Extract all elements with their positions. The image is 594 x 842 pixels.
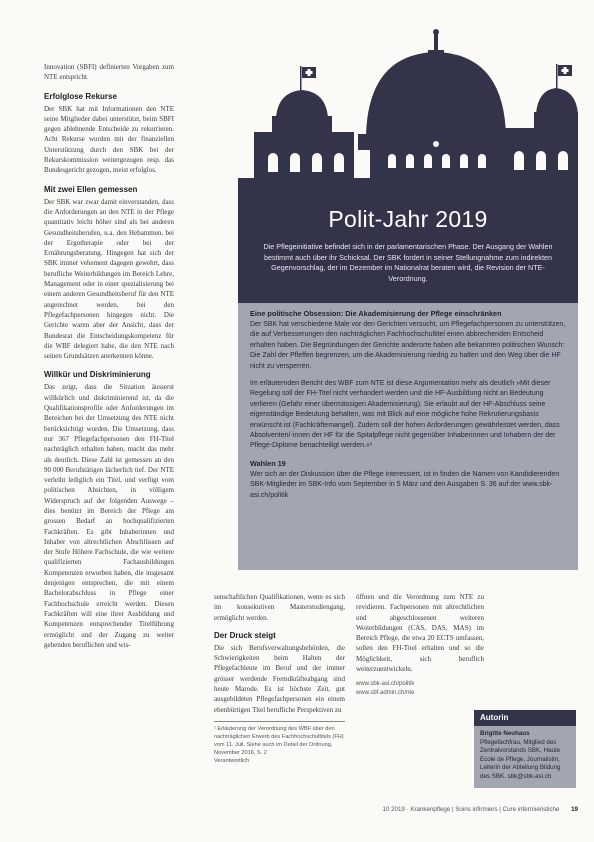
polit-jahr-feature — [238, 8, 578, 499]
footer-text: 10 2019 · Krankenpflege | Soins infirmiers | Cure infermieristiche — [382, 806, 560, 813]
author-bio: Pflegefachfrau, Mitglied des Zentralvorstands SBK, Haute Ecole de Pflege, Journalistin, Leiterin der Abteilung Bildung des SBK. sbk@sbk-asi.ch — [480, 738, 561, 780]
paragraph-rekurse: Der SBK hat mit Informationen den NTE seine Mitglieder dabei unterstützt, beim SBFI gegen ablehnende Entscheide zu rekurrieren. Acht Rekurse wurden mit der finanziellen Unterstützung durch den SBK bei der Rekurskommission weitergezogen resp. das Bundesgericht gezogen, meist erfolglos. — [44, 104, 174, 175]
title-box — [238, 198, 578, 303]
section-heading-ellen: Mit zwei Ellen gemessen — [44, 184, 138, 194]
feature-lead: Die Pflegeinitiative befindet sich in der parlamentarischen Phase. Der Ausgang der Wahlen bestimmt auch über ihr Schicksal. Der SBK fordert in seiner Stellungnahme zum indirekten Gegenvorschlag, der im Dezember im Nationalrat beraten wird, die Revision der NTE-Verordnung. — [263, 242, 553, 283]
box-paragraph-wahlen: Wer sich an der Diskussion über die Pflege interessiert, ist in finden die Namen von Kandidierenden SBK-Mitglieder im SBK-Info vom September in 5 März und den Ausgaben S. 36 auf der www.sbk-asi.ch/politik — [250, 470, 560, 499]
right-column — [356, 592, 484, 697]
footnote-text: ¹ Erläuterung der Verordnung des WBF über den nachträglichen Erwerb des Fachhochschultitels (FH) vom 11. Juli. Siehe auch im Detail der Ordnung, November 2016, S. 2 — [214, 725, 344, 756]
left-column — [44, 62, 174, 656]
author-body — [474, 726, 576, 788]
middle-column — [214, 592, 345, 765]
footnote — [214, 721, 345, 765]
section-heading-rekurse: Erfolglose Rekurse — [44, 91, 117, 101]
page-footer — [328, 806, 578, 813]
mid-paragraph-2: Die sich Berufsverwaltungsbehörden, die Schwierigkeiten beim Halten der Pflegefachleute im Beruf und der immer grösser werdende Fremdkräfteabgang sind heute Marode. Es ist höchste Zeit, gut ausgebildeten Pflegefachpersonen ein einem ebenbürtigen Titel berufliche Perspektiven zu — [214, 643, 345, 714]
author-heading: Autorin — [474, 710, 576, 726]
box-paragraph-2: Im erläuternden Bericht des WBF zum NTE ist diese Argumentation mehr als deutlich »Mit dieser Regelung soll der FH-Titel nicht verhandert werden und die HF-Ausbildung nicht an Bedeutung verlieren (Gefahr einer übermässigen Akademisierung). Sie erlaubt auf der HF-Abschluss seine eigenständige Bedeutung behalten, was mit Blick auf eine mögliche hohe Rekrutierungsbasis erwünscht ist (Fachkräftemangel). Zudem soll der hohen Anforderungen gewährleistet werden, dass Absolventen/-innen der HF für die Spitalpflege nicht gegenüber Inhaberinnen und Inhabern der der Pflege-Diplome benachteiligt werden.«¹ — [250, 380, 560, 450]
footnote-text-2: Verantwortlich — [214, 757, 250, 764]
feature-title: Polit-Jahr 2019 — [328, 206, 488, 232]
author-box — [474, 710, 576, 788]
section-heading-druck: Der Druck steigt — [214, 630, 276, 640]
swiss-flag-left — [302, 67, 316, 78]
reference-links: www.sbk-asi.ch/politik www.sbf.admin.ch/nte — [356, 681, 415, 696]
box-heading-akademisierung: Eine politische Obsession: Die Akademisierung der Pflege einschränken — [250, 309, 502, 318]
section-heading-willkuer: Willkür und Diskriminierung — [44, 370, 151, 380]
paragraph-ellen: Der SBK war zwar damit einverstanden, dass die Anforderungen an den NTE in der Pflege quantitativ leicht höher sind als bei anderen Gesundheitsberufen, u.a. den Hebammen, bei der Ergotherapie oder bei der Ernährungsberatung. Hingegen hat sich der SBK immer vehement dagegen gewehrt, dass berufliche Weiterbildungen im Bereich Lehre, Management oder in einer spezialisierung bei einem anderen Gesundheitsberuf für den NTE angerechnet werden, bei den Pflegefachpersonen hingegen nicht. Die Gerichte waren aber der Ansicht, dass der Bundesrat die Entscheidungskompetenz für die WBF delegiert habe, die den NTE nach seinen Grundsätzen anerkennen könne. — [44, 197, 174, 361]
page-number: 19 — [571, 806, 578, 813]
info-box — [238, 303, 578, 570]
intro-paragraph: Innovation (SBFI) definierten Vorgaben zum NTE entspricht. — [44, 63, 174, 82]
swiss-flag-right — [558, 65, 572, 76]
box-heading-wahlen: Wahlen 19 — [250, 458, 286, 468]
box-paragraph-1: Der SBK hat verschiedene Male vor den Gerichten versucht, um Pflegefachpersonen zu unterstützen, die auf Verbesserungen den nachträglichen Fachhochschultitel einen abbrechenden Entscheid erhalten haben. Die Begründungen der Gerichte anderorte haben alle bekannten politischen Wunsch: Die Zahl der Pfleffen begrenzen, um die Akademisierung niedrig zu halten und den Weg über die HF nicht zu versperren. — [250, 321, 566, 370]
right-paragraph-1: öffnen und die Verordnung zum NTE zu revidieren. Fachpersonen mit altrechtlichen und abgeschlossenen weiteren Weiterbildungen (CAS, DAS, MAS) im Bereich Pflege, die etwa 20 ECTS umfassen, sollen den FH-Titel erhalten und so die Möglichkeit, sich beruflich weiterzuentwickeln. — [356, 593, 484, 674]
mid-paragraph-1: senschaftlichen Qualifikationen, wenn es sich im konsekutiven Masterstudiengang, ermöglicht werden. — [214, 593, 345, 622]
paragraph-willkuer: Das zeigt, dass die Situation äusserst willkürlich und diskriminierend ist, da die Qualifikationsprofile oder Anforderungen im Bereichen bei der Umsetzung des NTE nicht berücksichtigt wurden. Die Umsetzung, dass nur 367 Pflegefachpersonen den FH-Titel nachträglich erhalten haben, macht das mehr als deutlich. Diese Zahl ist gemessen an den 90 000 Berufstätigen lächerlich tief. Der NTE verleiht lediglich ein Titel, und verfügt vom politischen Absichten, in völligem Widerspruch auf der folgenden Auswege –dies benützt im Bereich der Pflege am grossen Bedarf an hochqualifizierten Fachkräften. Es gibt Inhaberinnen und Inhaber von altrechtlichen Abschlüssen auf der Stufe Höhere Fachschule, die wie weitere qualifizierten Fachausbildungen Kompetenzen erworben haben, die insgesamt denjenigen entsprechen, die mit einem Bachelorabschluss in Pflege einer Fachhochschule erreicht werden. Diesen Fachkräften will eine ihrer Ausbildung und Kompetenzen entsprechender Titelführung ermöglicht und der Zugang zu weiter gehenden beruflichen und wis- — [44, 383, 174, 649]
author-name: Brigitte Neuhaus — [480, 730, 530, 737]
